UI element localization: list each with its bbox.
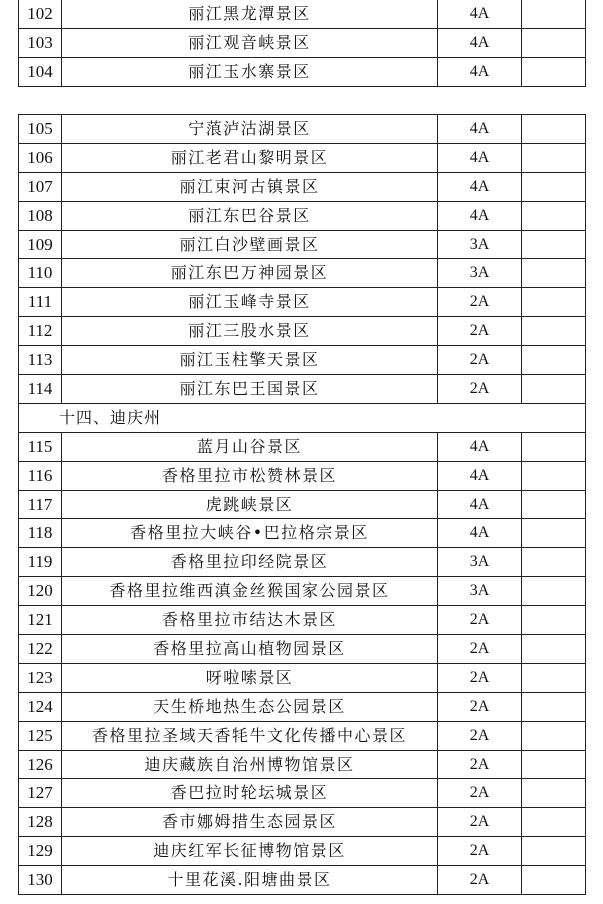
scenic-area-name: 十里花溪.阳塘曲景区 xyxy=(62,866,438,895)
scenic-level: 2A xyxy=(438,663,522,692)
row-number: 125 xyxy=(19,721,62,750)
table-row xyxy=(19,779,586,808)
row-number: 111 xyxy=(19,288,62,317)
scenic-level: 4A xyxy=(438,143,522,172)
row-number: 106 xyxy=(19,143,62,172)
scenic-area-name: 丽江白沙壁画景区 xyxy=(62,230,438,259)
row-number: 116 xyxy=(19,461,62,490)
table-row xyxy=(19,115,586,144)
scenic-area-name: 香格里拉市结达木景区 xyxy=(62,606,438,635)
scenic-area-name: 蓝月山谷景区 xyxy=(62,432,438,461)
scenic-area-name: 虎跳峡景区 xyxy=(62,490,438,519)
table-row xyxy=(19,172,586,201)
remarks-cell xyxy=(522,519,586,548)
row-number: 104 xyxy=(19,57,62,86)
scenic-level: 2A xyxy=(438,721,522,750)
row-number: 112 xyxy=(19,317,62,346)
scenic-area-name: 丽江东巴谷景区 xyxy=(62,201,438,230)
row-number: 128 xyxy=(19,808,62,837)
scenic-level: 2A xyxy=(438,779,522,808)
scenic-area-name: 香格里拉市松赞林景区 xyxy=(62,461,438,490)
row-number: 130 xyxy=(19,866,62,895)
table-row xyxy=(19,375,586,404)
row-number: 129 xyxy=(19,837,62,866)
remarks-cell xyxy=(522,721,586,750)
scenic-area-name: 香格里拉大峡谷•巴拉格宗景区 xyxy=(62,519,438,548)
row-number: 108 xyxy=(19,201,62,230)
scenic-level: 3A xyxy=(438,259,522,288)
row-number: 121 xyxy=(19,606,62,635)
scenic-area-name: 丽江老君山黎明景区 xyxy=(62,143,438,172)
row-number: 110 xyxy=(19,259,62,288)
scenic-area-name: 丽江玉水寨景区 xyxy=(62,57,438,86)
remarks-cell xyxy=(522,606,586,635)
table-row xyxy=(19,519,586,548)
table-row xyxy=(19,28,586,57)
scenic-level: 3A xyxy=(438,230,522,259)
row-number: 102 xyxy=(19,0,62,28)
remarks-cell xyxy=(522,230,586,259)
table-row xyxy=(19,663,586,692)
table-row xyxy=(19,606,586,635)
scenic-area-name: 天生桥地热生态公园景区 xyxy=(62,692,438,721)
remarks-cell xyxy=(522,663,586,692)
scenic-level: 4A xyxy=(438,519,522,548)
scenic-level: 3A xyxy=(438,548,522,577)
table-row xyxy=(19,461,586,490)
row-number: 122 xyxy=(19,635,62,664)
remarks-cell xyxy=(522,808,586,837)
scenic-level: 4A xyxy=(438,172,522,201)
table-row xyxy=(19,346,586,375)
scenic-area-name: 呀啦嗦景区 xyxy=(62,663,438,692)
scenic-level: 2A xyxy=(438,750,522,779)
scenic-level: 2A xyxy=(438,375,522,404)
scenic-area-name: 香格里拉圣域天香牦牛文化传播中心景区 xyxy=(62,721,438,750)
scenic-level: 2A xyxy=(438,866,522,895)
table-row xyxy=(19,317,586,346)
remarks-cell xyxy=(522,375,586,404)
scenic-level: 2A xyxy=(438,606,522,635)
scenic-level: 2A xyxy=(438,808,522,837)
scenic-level: 4A xyxy=(438,28,522,57)
remarks-cell xyxy=(522,577,586,606)
scenic-level: 3A xyxy=(438,577,522,606)
scenic-area-name: 丽江东巴王国景区 xyxy=(62,375,438,404)
row-number: 113 xyxy=(19,346,62,375)
remarks-cell xyxy=(522,259,586,288)
scenic-area-name: 香格里拉维西滇金丝猴国家公园景区 xyxy=(62,577,438,606)
table-row xyxy=(19,432,586,461)
row-number: 126 xyxy=(19,750,62,779)
table-row xyxy=(19,259,586,288)
table-row xyxy=(19,57,586,86)
scenic-level: 2A xyxy=(438,692,522,721)
remarks-cell xyxy=(522,201,586,230)
section-title: 十四、迪庆州 xyxy=(19,403,586,432)
remarks-cell xyxy=(522,172,586,201)
row-number: 118 xyxy=(19,519,62,548)
table-row xyxy=(19,490,586,519)
table-row xyxy=(19,143,586,172)
scenic-area-name: 迪庆藏族自治州博物馆景区 xyxy=(62,750,438,779)
section-row xyxy=(19,403,586,432)
table-row xyxy=(19,201,586,230)
table-row xyxy=(19,548,586,577)
table-body-main xyxy=(19,115,586,895)
remarks-cell xyxy=(522,143,586,172)
row-number: 105 xyxy=(19,115,62,144)
scenic-level: 2A xyxy=(438,317,522,346)
row-number: 123 xyxy=(19,663,62,692)
row-number: 120 xyxy=(19,577,62,606)
table-row xyxy=(19,721,586,750)
scenic-area-name: 丽江玉柱擎天景区 xyxy=(62,346,438,375)
table-row xyxy=(19,866,586,895)
remarks-cell xyxy=(522,866,586,895)
scenic-level: 4A xyxy=(438,201,522,230)
table-row xyxy=(19,577,586,606)
table-body-top xyxy=(19,0,586,86)
scenic-level: 2A xyxy=(438,837,522,866)
row-number: 124 xyxy=(19,692,62,721)
scenic-area-name: 香格里拉高山植物园景区 xyxy=(62,635,438,664)
scenic-area-name: 宁蒗泸沽湖景区 xyxy=(62,115,438,144)
scenic-level: 2A xyxy=(438,346,522,375)
remarks-cell xyxy=(522,288,586,317)
row-number: 127 xyxy=(19,779,62,808)
scenic-level: 4A xyxy=(438,115,522,144)
scenic-level: 2A xyxy=(438,635,522,664)
remarks-cell xyxy=(522,346,586,375)
scenic-level: 4A xyxy=(438,461,522,490)
table-row xyxy=(19,692,586,721)
scenic-area-name: 丽江黑龙潭景区 xyxy=(62,0,438,28)
scenic-area-name: 丽江束河古镇景区 xyxy=(62,172,438,201)
remarks-cell xyxy=(522,692,586,721)
row-number: 119 xyxy=(19,548,62,577)
remarks-cell xyxy=(522,0,586,28)
remarks-cell xyxy=(522,317,586,346)
remarks-cell xyxy=(522,779,586,808)
scenic-table-top xyxy=(18,0,586,87)
scenic-table-main xyxy=(18,114,586,895)
remarks-cell xyxy=(522,432,586,461)
table-row xyxy=(19,750,586,779)
table-row xyxy=(19,288,586,317)
scenic-level: 4A xyxy=(438,0,522,28)
remarks-cell xyxy=(522,837,586,866)
remarks-cell xyxy=(522,490,586,519)
scenic-level: 2A xyxy=(438,288,522,317)
remarks-cell xyxy=(522,28,586,57)
scenic-level: 4A xyxy=(438,490,522,519)
row-number: 103 xyxy=(19,28,62,57)
scenic-area-name: 丽江东巴万神园景区 xyxy=(62,259,438,288)
scenic-level: 4A xyxy=(438,432,522,461)
table-row xyxy=(19,230,586,259)
table-row xyxy=(19,837,586,866)
remarks-cell xyxy=(522,115,586,144)
scenic-area-name: 迪庆红军长征博物馆景区 xyxy=(62,837,438,866)
remarks-cell xyxy=(522,461,586,490)
row-number: 117 xyxy=(19,490,62,519)
row-number: 109 xyxy=(19,230,62,259)
scenic-area-name: 丽江玉峰寺景区 xyxy=(62,288,438,317)
scenic-area-name: 丽江三股水景区 xyxy=(62,317,438,346)
scenic-area-name: 丽江观音峡景区 xyxy=(62,28,438,57)
scenic-area-name: 香巴拉时轮坛城景区 xyxy=(62,779,438,808)
row-number: 107 xyxy=(19,172,62,201)
table-row xyxy=(19,808,586,837)
row-number: 114 xyxy=(19,375,62,404)
remarks-cell xyxy=(522,548,586,577)
scenic-level: 4A xyxy=(438,57,522,86)
row-number: 115 xyxy=(19,432,62,461)
remarks-cell xyxy=(522,57,586,86)
remarks-cell xyxy=(522,635,586,664)
scenic-area-name: 香格里拉印经院景区 xyxy=(62,548,438,577)
scenic-area-name: 香市娜姆措生态园景区 xyxy=(62,808,438,837)
table-row xyxy=(19,635,586,664)
table-row xyxy=(19,0,586,28)
remarks-cell xyxy=(522,750,586,779)
